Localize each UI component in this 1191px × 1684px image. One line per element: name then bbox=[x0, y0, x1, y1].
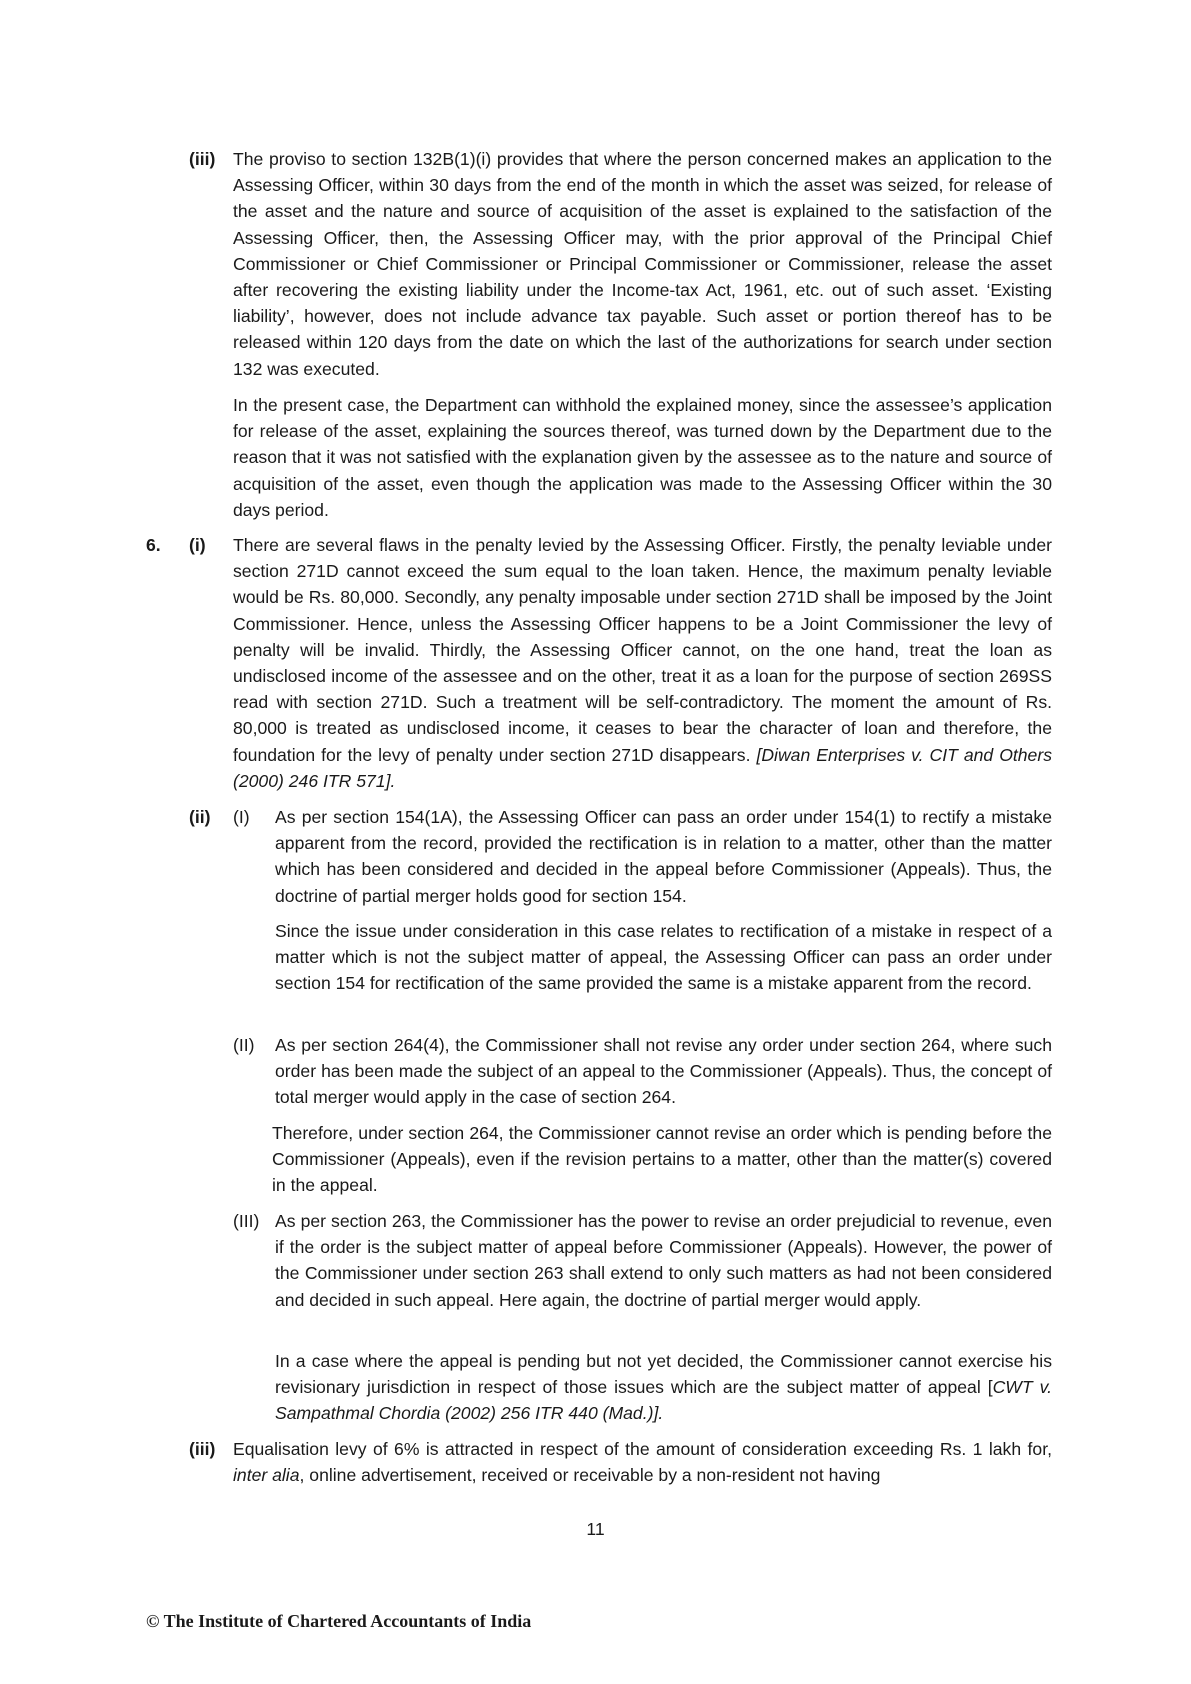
paragraph-132b-proviso: The proviso to section 132B(1)(i) provides that where the person concerned makes an application to the Assessing Officer, within 30 days from the end of the month in which the asset was seized, for release of the asset and the nature and source of acquisition of the asset is explained to the satisfaction of the Assessing Officer, then, the Assessing Officer may, with the prior approval of the Principal Chief Commissioner or Chief Commissioner or Principal Commissioner or Commissioner, release the asset after recovering the existing liability under the Income-tax Act, 1961, etc. out of such asset. ‘Existing liability’, however, does not include advance tax payable. Such asset or portion thereof has to be released within 120 days from the date on which the last of the authorizations for search under section 132 was executed. bbox=[233, 149, 1052, 379]
copyright-footer: © The Institute of Chartered Accountants of India bbox=[146, 1611, 532, 1631]
paragraph-section-264-conclusion: Therefore, under section 264, the Commissioner cannot revise an order which is pending before the Commissioner (Appeals), even if the revision pertains to a matter, other than the matter(s) covered in the appeal. bbox=[272, 1123, 1052, 1196]
paragraph-section-263: As per section 263, the Commissioner has the power to revise an order prejudicial to revenue, even if the order is the subject matter of appeal before Commissioner (Appeals). However, the power of the Commissioner under section 263 shall extend to only such matters as had not been considered and decided in such appeal. Here again, the doctrine of partial merger would apply. bbox=[275, 1211, 1052, 1310]
levy-text-italic: inter alia bbox=[233, 1465, 300, 1486]
case-citation-cwt: CWT v. Sampathmal Chordia (2002) 256 ITR 440 (Mad.)]. bbox=[275, 1377, 1053, 1424]
page-number: 11 bbox=[586, 1519, 605, 1539]
paragraph-section-263-conclusion bbox=[275, 1348, 1052, 1427]
sub-label-III: (III) bbox=[233, 1211, 260, 1231]
paragraph-present-case: In the present case, the Department can withhold the explained money, since the assessee’s application for release of the asset, explaining the sources thereof, was turned down by the Department due to the reason that it was not satisfied with the explanation given by the assessee as to the nature and source of acquisition of the asset, even though the application was made to the Assessing Officer within the 30 days period. bbox=[233, 395, 1052, 520]
levy-text-a: Equalisation levy of 6% is attracted in respect of the amount of consideration exceeding Rs. 1 lakh for, bbox=[233, 1439, 1052, 1459]
item-label-iii: (iii) bbox=[189, 149, 216, 169]
sub-label-II: (II) bbox=[233, 1035, 255, 1055]
paragraph-equalisation-levy bbox=[233, 1436, 1052, 1488]
levy-text-b: , online advertisement, received or receivable by a non-resident not having bbox=[299, 1465, 881, 1486]
item-label-ii: (ii) bbox=[189, 807, 211, 827]
penalty-text: There are several flaws in the penalty levied by the Assessing Officer. Firstly, the penalty leviable under section 271D cannot exceed the sum equal to the loan taken. Hence, the maximum penalty leviable would be Rs. 80,000. Secondly, any penalty imposable under section 271D shall be imposed by the Joint Commissioner. Hence, unless the Assessing Officer happens to be a Joint Commissioner the levy of penalty will be invalid. Thirdly, the Assessing Officer cannot, on the one hand, treat the loan as undisclosed income of the assessee and on the other, treat it as a loan for the purpose of section 269SS read with section 271D. Such a treatment will be self-contradictory. The moment the amount of Rs. 80,000 is treated as undisclosed income, it ceases to bear the character of loan and therefore, the foundation for the levy of penalty under section 271D disappears. bbox=[233, 535, 1052, 765]
section-263-text: In a case where the appeal is pending but not yet decided, the Commissioner cannot exercise his revisionary jurisdiction in respect of those issues which are the subject matter of appeal [ bbox=[275, 1351, 1052, 1398]
item-label-iii-levy: (iii) bbox=[189, 1439, 216, 1459]
paragraph-penalty-flaws bbox=[233, 532, 1052, 794]
paragraph-section-154: As per section 154(1A), the Assessing Officer can pass an order under 154(1) to rectify a mistake apparent from the record, provided the rectification is in relation to a matter, other than the matter which has been considered and decided in the appeal before Commissioner (Appeals). Thus, the doctrine of partial merger holds good for section 154. bbox=[275, 807, 1052, 906]
paragraph-section-154-conclusion: Since the issue under consideration in this case relates to rectification of a mistake in respect of a matter which is not the subject matter of appeal, the Assessing Officer can pass an order under section 154 for rectification of the same provided the same is a mistake apparent from the record. bbox=[275, 921, 1052, 994]
item-label-i: (i) bbox=[189, 535, 206, 555]
question-number: 6. bbox=[146, 535, 161, 555]
paragraph-section-264: As per section 264(4), the Commissioner shall not revise any order under section 264, where such order has been made the subject of an appeal to the Commissioner (Appeals). Thus, the concept of total merger would apply in the case of section 264. bbox=[275, 1035, 1052, 1108]
sub-label-I: (I) bbox=[233, 807, 250, 827]
case-citation: [Diwan Enterprises v. CIT and Others (2000) 246 ITR 571]. bbox=[233, 744, 1052, 791]
